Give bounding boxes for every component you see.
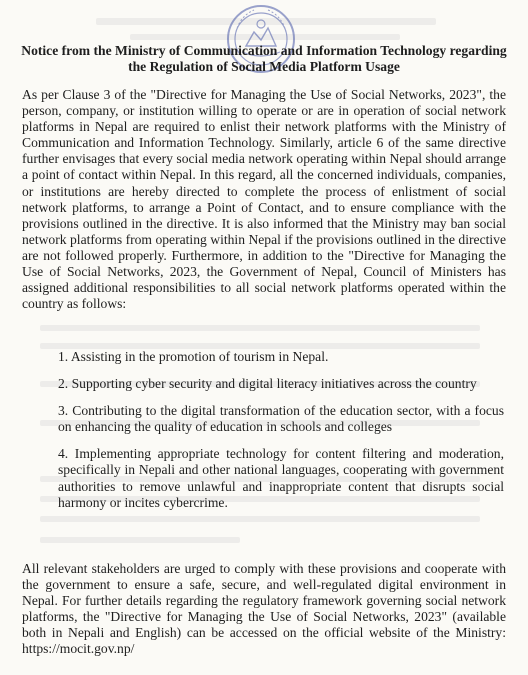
list-item-text: Supporting cyber security and digital literacy initiatives across the country [71,376,477,392]
closing-paragraph: All relevant stakeholders are urged to comply with these provisions and cooperate with the government to ensure a safe, secure, and well-regulated digital environment in Nepal. For further details regarding the regulatory framework governing social network platforms, the "Directive for Managing the Use of Social Networks, 2023" (available both in Nepali and English) can be accessed on the official website of the Ministry: https://mocit.gov.np/ [22,561,506,657]
notice-title: Notice from the Ministry of Communication and Information Technology regarding the Regulation of Social Media Platform Usage [21,43,507,74]
list-item-number: 3. [58,403,69,419]
list-item-text: Assisting in the promotion of tourism in Nepal. [70,349,329,364]
list-item-text: Contributing to the digital transformation of the education sector, with a focus on enhancing the quality of education in schools and colleges [58,403,504,435]
list-item [58,446,504,510]
responsibilities-list [58,349,504,522]
list-item-number: 4. [58,446,69,462]
intro-paragraph: As per Clause 3 of the "Directive for Managing the Use of Social Networks, 2023", the person, company, or institution willing to operate or are in operation of social network platforms in Nepal are required to enlist their network platforms with the Ministry of Communication and Information Technology. Similarly, article 6 of the same directive further envisages that every social media network operating within Nepal should arrange a point of contact within Nepal. In this regard, all the concerned individuals, companies, or institutions are hereby directed to complete the process of enlistment of social network platforms, to arrange a Point of Contact, and to ensure compliance with the provisions outlined in the directive. It is also informed that the Ministry may ban social network platforms from operating within Nepal if the provisions outlined in the directive are not followed properly. Furthermore, in addition to the "Directive for Managing the Use of Social Networks, 2023, the Government of Nepal, Council of Ministers has assigned additional responsibilities to all social network platforms operated within the country as follows: [22,87,506,312]
list-item [58,349,504,365]
ghost-line [40,537,240,543]
list-item-text: Implementing appropriate technology for content filtering and moderation, specifically in Nepali and other national languages, cooperating with government authorities to remove unlawful and inappropriate content that disrupts social harmony or incites cybercrime. [58,446,504,510]
ghost-line [40,325,480,331]
list-item [58,376,504,392]
list-item-number: 2. [58,376,69,392]
list-item-number: 1. [58,349,69,364]
list-item [58,403,504,435]
